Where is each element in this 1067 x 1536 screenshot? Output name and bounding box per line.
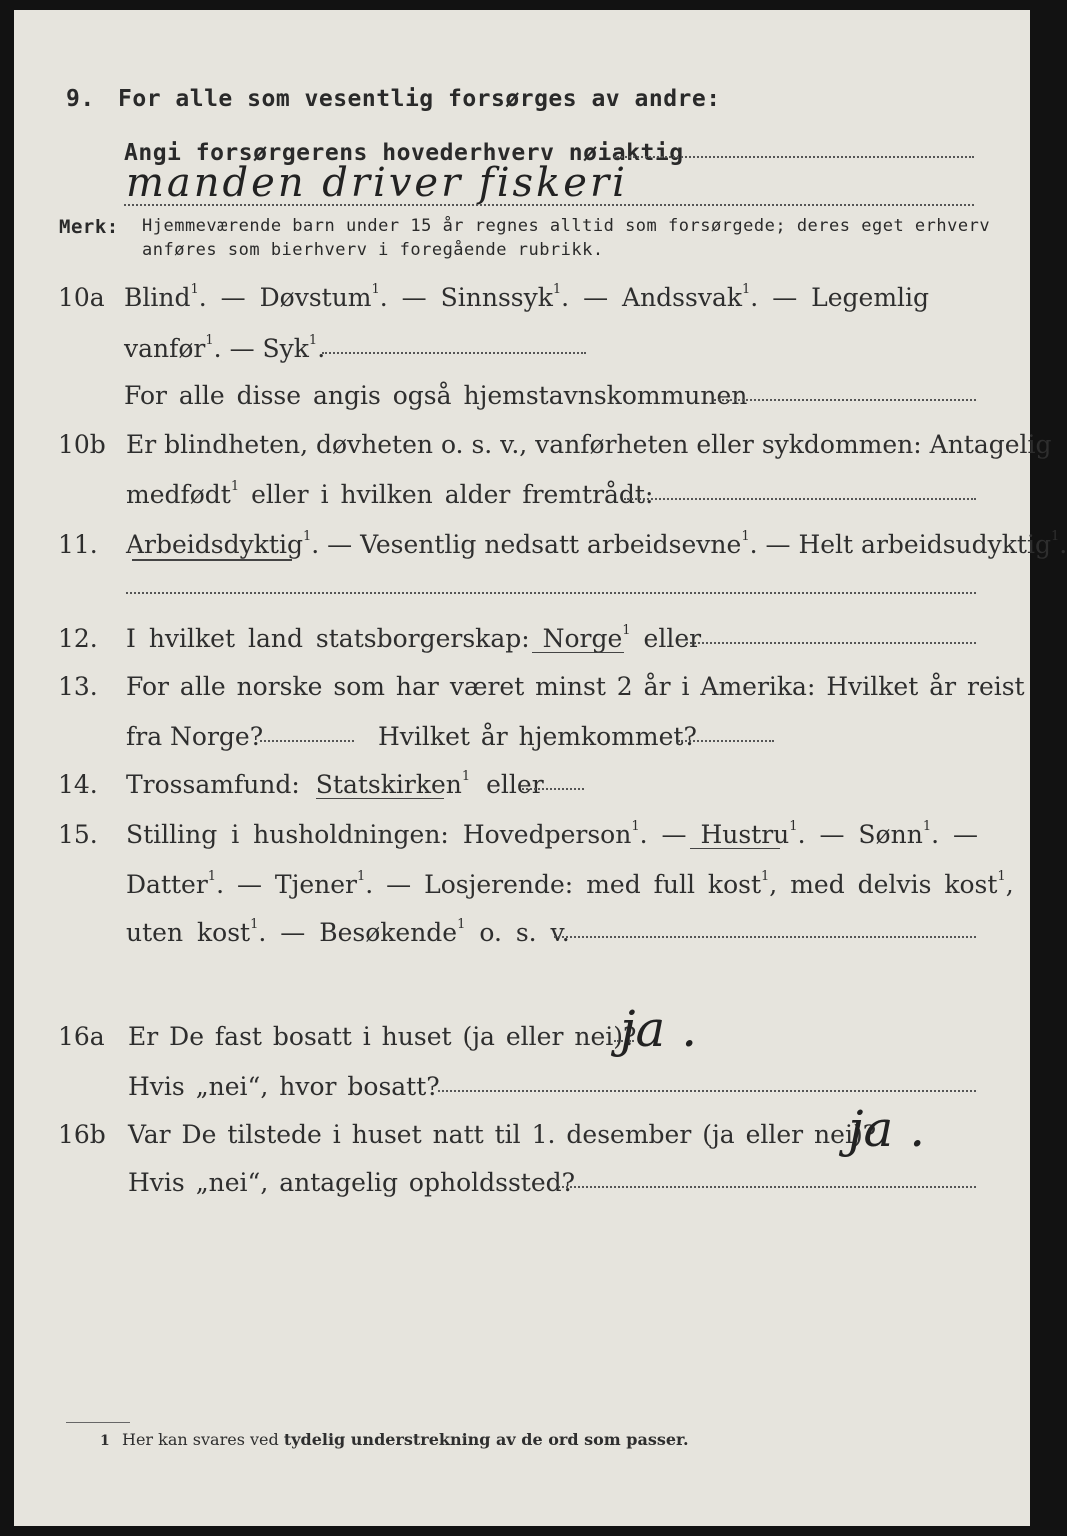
q16a-where-line [438, 1090, 976, 1092]
q10b-number: 10b [58, 430, 106, 459]
q15-number: 15. [58, 820, 98, 849]
q16a-prompt: Er De fast bosatt i huset (ja eller nei)? [128, 1022, 637, 1051]
q10a-home-prompt: For alle disse angis også hjemstavnskommunen [124, 381, 748, 410]
q14-number: 14. [58, 770, 98, 799]
q13-return-prompt: Hvilket år hjemkommet? [378, 722, 697, 751]
q16a-where-prompt: Hvis „nei“, hvor bosatt? [128, 1072, 440, 1101]
q9-answer-line-2 [124, 204, 974, 206]
q10b-answer-line [624, 498, 976, 500]
q16a-number: 16a [58, 1022, 105, 1051]
q11-underline-mark [132, 559, 292, 561]
q13-line-1: For alle norske som har været minst 2 år i Amerika: Hvilket år reist [126, 672, 1025, 701]
q13-number: 13. [58, 672, 98, 701]
q15-line-1: Stilling i husholdningen: Hovedperson$^1$. — Hustru$^1$. — Sønn$^1$. — [126, 819, 978, 849]
q16a-handwritten-answer: ja . [620, 1000, 698, 1058]
q15-underline-mark [690, 848, 780, 849]
q15-line-3: uten kost$^1$. — Besøkende$^1$ o. s. v. [126, 917, 570, 947]
q10a-line-2: vanfør$^1$. — Syk$^1$. [124, 333, 326, 363]
q14-line: Trossamfund: Statskirken$^1$ eller [126, 769, 544, 799]
q11-line: Arbeidsdyktig$^1$. — Vesentlig nedsatt arbeidsevne$^1$. — Helt arbeidsudyktig$^1$. [126, 529, 1067, 559]
footnote-rule [66, 1422, 130, 1423]
note-label: Merk: [59, 216, 119, 238]
q13-from-prompt: fra Norge? [126, 722, 264, 751]
q10a-number: 10a [58, 283, 105, 312]
q10a-line-1: Blind$^1$. — Døvstum$^1$. — Sinnssyk$^1$. — Andssvak$^1$. — Legemlig [124, 282, 930, 312]
q14-underline-mark [316, 798, 444, 799]
q10b-line-1: Er blindheten, døvheten o. s. v., vanførheten eller sykdommen: Antagelig [126, 430, 1052, 459]
q12-number: 12. [58, 624, 98, 653]
q13-return-line [678, 740, 774, 742]
census-form-page [14, 10, 1067, 1526]
q13-from-line [260, 740, 354, 742]
q9-answer-line [614, 156, 974, 158]
q9-number: 9. [66, 86, 95, 112]
footnote-marker: 1 [100, 1433, 110, 1449]
q10a-answer-line [322, 352, 586, 354]
q16b-where-prompt: Hvis „nei“, antagelig opholdssted? [128, 1168, 576, 1197]
q16b-number: 16b [58, 1120, 106, 1149]
q11-number: 11. [58, 530, 98, 559]
q16b-prompt: Var De tilstede i huset natt til 1. desember (ja eller nei)? [128, 1120, 877, 1149]
note-line-1: Hjemmeværende barn under 15 år regnes alltid som forsørgede; deres eget erhverv [142, 216, 991, 236]
q12-line: I hvilket land statsborgerskap: Norge$^1$ eller [126, 623, 702, 653]
q10a-home-line [714, 399, 976, 401]
q16b-where-line [558, 1186, 976, 1188]
q10b-line-2: medfødt$^1$ eller i hvilken alder fremtrådt: [126, 479, 654, 509]
q9-heading: For alle som vesentlig forsørges av andre: [118, 86, 721, 112]
q15-line-2: Datter$^1$. — Tjener$^1$. — Losjerende: med full kost$^1$, med delvis kost$^1$, [126, 869, 1014, 899]
q9-handwritten-answer: manden driver fiskeri [126, 160, 628, 206]
q16b-handwritten-answer: ja . [848, 1100, 926, 1158]
note-line-2: anføres som bierhverv i foregående rubrikk. [142, 240, 604, 260]
q9-prompt: Angi forsørgerens hovederhverv nøiaktig [124, 140, 684, 166]
q15-answer-line [554, 936, 976, 938]
q12-answer-line [686, 642, 976, 644]
q11-answer-line [126, 592, 976, 594]
q12-underline-mark [532, 652, 624, 653]
q14-answer-line [522, 788, 584, 790]
footnote-text: Her kan svares ved tydelig understrekning av de ord som passer. [122, 1430, 689, 1449]
